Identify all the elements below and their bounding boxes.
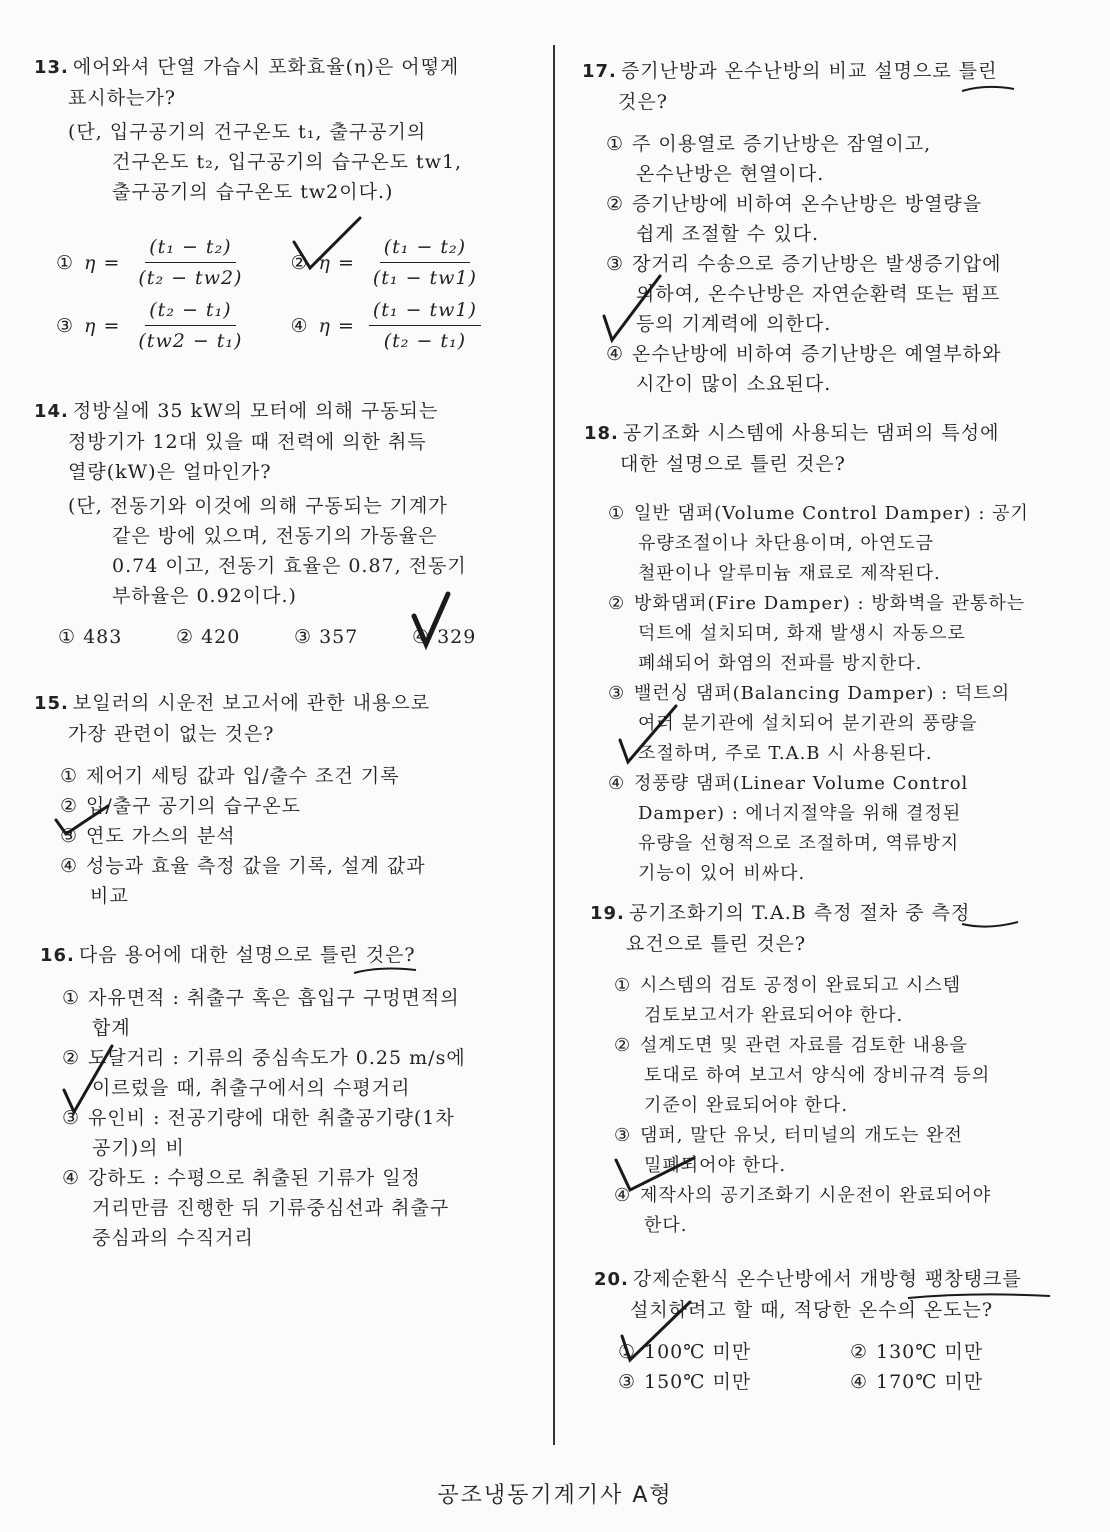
denominator: (t₁ − tw1) [372, 267, 477, 289]
column-divider [553, 45, 555, 1445]
question-stem: 공기조화 시스템에 사용되는 댐퍼의 특성에 [622, 422, 1000, 444]
question-number: 20. [594, 1269, 629, 1290]
option-number: ③ [606, 253, 625, 275]
denominator: (t₂ − tw2) [138, 267, 243, 289]
question-note: (단, 입구공기의 건구온도 t₁, 출구공기의 [68, 121, 427, 143]
option-text: 연도 가스의 분석 [86, 825, 236, 847]
option-number: ② [290, 251, 309, 274]
q16-option-1[interactable] [62, 983, 540, 1013]
question-15 [34, 688, 539, 911]
q15-option-4[interactable] [60, 851, 539, 881]
q13-option-1[interactable] [56, 232, 250, 293]
q14-option-2[interactable] [176, 622, 294, 652]
fraction [369, 295, 481, 356]
question-stem-cont: 열량(kW)은 얼마인가? [68, 461, 272, 483]
question-stem-cont: 대한 설명으로 틀린 것은? [620, 453, 846, 475]
q13-option-4[interactable] [290, 295, 484, 356]
option-text: 방화댐퍼(Fire Damper) : 방화벽을 관통하는 [634, 593, 1026, 614]
option-text-cont: 기준이 완료되어야 한다. [644, 1095, 849, 1116]
q17-option-2[interactable] [606, 189, 1102, 219]
option-number: ① [608, 503, 626, 524]
question-stem-cont: 요건으로 틀린 것은? [626, 933, 807, 955]
option-number: ② [60, 795, 79, 817]
option-number: ① [60, 765, 79, 787]
question-number: 15. [34, 693, 69, 714]
option-text: 밸런싱 댐퍼(Balancing Damper) : 덕트의 [634, 683, 1011, 704]
option-number: ④ [290, 314, 309, 337]
option-text-cont: 유량조절이나 차단용이며, 아연도금 [638, 533, 934, 554]
q15-option-1[interactable] [60, 761, 539, 791]
q17-option-4[interactable] [606, 339, 1102, 369]
q14-option-3[interactable] [294, 622, 412, 652]
option-text: 483 [83, 626, 123, 648]
question-stem-cont: 표시하는가? [68, 87, 176, 109]
option-number: ① [614, 975, 632, 996]
option-text-cont: 비교 [90, 885, 129, 907]
option-text-cont: Damper) : 에너지절약을 위해 결정된 [638, 803, 962, 824]
option-number: ③ [56, 314, 75, 337]
numerator: (t₁ − t₂) [145, 232, 235, 263]
option-number: ① [606, 133, 625, 155]
q15-option-3[interactable] [60, 821, 539, 851]
option-eta: η = [318, 314, 355, 337]
option-text: 자유면적 : 취출구 혹은 흡입구 구멍면적의 [88, 987, 460, 1009]
option-text: 유인비 : 전공기량에 대한 취출공기량(1차 [88, 1107, 455, 1129]
option-number: ③ [608, 683, 626, 704]
option-text: 제어기 세팅 값과 입/출수 조건 기록 [86, 765, 400, 787]
option-text-cont: 이르렀을 때, 취출구에서의 수평거리 [92, 1077, 411, 1099]
q20-option-2[interactable] [850, 1337, 983, 1367]
q18-option-1[interactable] [608, 499, 1104, 529]
question-18 [584, 418, 1104, 889]
question-19 [590, 898, 1105, 1241]
option-text: 420 [201, 626, 241, 648]
question-number: 19. [590, 903, 625, 924]
option-text-cont: 기능이 있어 비싸다. [638, 863, 806, 884]
question-note: 0.74 이고, 전동기 효율은 0.87, 전동기 [112, 555, 467, 577]
option-number: ② [850, 1341, 869, 1363]
option-text-cont: 쉽게 조절할 수 있다. [636, 223, 819, 245]
question-stem: 보일러의 시운전 보고서에 관한 내용으로 [72, 692, 431, 714]
option-text: 357 [319, 626, 359, 648]
question-17 [582, 56, 1102, 399]
option-number: ③ [62, 1107, 81, 1129]
question-number: 17. [582, 61, 617, 82]
question-13 [34, 52, 534, 207]
question-stem: 에어와셔 단열 가습시 포화효율(η)은 어떻게 [72, 56, 460, 78]
option-text: 장거리 수송으로 증기난방은 발생증기압에 [632, 253, 1002, 275]
option-number: ② [614, 1035, 632, 1056]
option-text-cont: 의하여, 온수난방은 자연순환력 또는 펌프 [636, 283, 1001, 305]
option-text: 170℃ 미만 [876, 1371, 984, 1393]
option-eta: η = [84, 251, 121, 274]
option-number: ③ [614, 1125, 632, 1146]
option-text-cont: 등의 기계력에 의한다. [636, 313, 832, 335]
option-text-cont: 밀폐되어야 한다. [644, 1155, 787, 1176]
numerator: (t₁ − t₂) [380, 232, 470, 263]
option-text-cont: 공기)의 비 [92, 1137, 185, 1159]
option-text: 329 [437, 626, 477, 648]
fraction [134, 232, 246, 293]
option-text: 댐퍼, 말단 유닛, 터미널의 개도는 완전 [640, 1125, 963, 1146]
question-note: 같은 방에 있으며, 전동기의 가동율은 [112, 525, 438, 547]
question-stem: 강제순환식 온수난방에서 개방형 팽창탱크를 [632, 1268, 1022, 1290]
q17-option-3[interactable] [606, 249, 1102, 279]
option-text: 온수난방에 비하여 증기난방은 예열부하와 [632, 343, 1002, 365]
option-text: 성능과 효율 측정 값을 기록, 설계 값과 [86, 855, 426, 877]
q14-options [58, 622, 528, 652]
denominator: (tw2 − t₁) [138, 330, 243, 352]
q13-option-2[interactable] [290, 232, 484, 293]
question-stem: 증기난방과 온수난방의 비교 설명으로 틀린 [620, 60, 998, 82]
option-number: ④ [412, 626, 431, 648]
q14-option-1[interactable] [58, 622, 176, 652]
q20-option-4[interactable] [850, 1367, 983, 1397]
question-number: 14. [34, 401, 69, 422]
option-text-cont: 조절하며, 주로 T.A.B 시 사용된다. [638, 743, 933, 764]
option-text-cont: 덕트에 설치되며, 화재 발생시 자동으로 [638, 623, 966, 644]
q19-option-2[interactable] [614, 1031, 1105, 1061]
question-note: 부하율은 0.92이다.) [112, 585, 297, 607]
question-note: 출구공기의 습구온도 tw2이다.) [112, 181, 394, 203]
question-stem-cont: 것은? [618, 91, 668, 113]
question-stem: 공기조화기의 T.A.B 측정 절차 중 측정 [628, 902, 971, 924]
option-number: ④ [62, 1167, 81, 1189]
option-number: ② [606, 193, 625, 215]
option-number: ② [608, 593, 626, 614]
q20-option-3[interactable] [618, 1367, 850, 1397]
option-text-cont: 시간이 많이 소요된다. [636, 373, 832, 395]
option-number: ① [58, 626, 77, 648]
option-text-cont: 유량을 선형적으로 조절하며, 역류방지 [638, 833, 960, 854]
option-text-cont: 폐쇄되어 화염의 전파를 방지한다. [638, 653, 923, 674]
q18-option-2[interactable] [608, 589, 1104, 619]
q18-option-4[interactable] [608, 769, 1104, 799]
question-number: 18. [584, 423, 619, 444]
q14-option-4[interactable] [412, 622, 522, 652]
fraction [134, 295, 246, 356]
option-text-cont: 철판이나 알루미늄 재료로 제작된다. [638, 563, 941, 584]
option-number: ③ [294, 626, 313, 648]
option-text: 증기난방에 비하여 온수난방은 방열량을 [632, 193, 983, 215]
option-text-cont: 합계 [92, 1017, 131, 1039]
option-eta: η = [84, 314, 121, 337]
q16-option-2[interactable] [62, 1043, 540, 1073]
numerator: (t₂ − t₁) [145, 295, 235, 326]
question-note: 건구온도 t₂, 입구공기의 습구온도 tw1, [112, 151, 463, 173]
option-number: ② [176, 626, 195, 648]
question-stem-cont: 정방기가 12대 있을 때 전력에 의한 취득 [68, 431, 427, 453]
q19-option-3[interactable] [614, 1121, 1105, 1151]
option-text-cont: 토대로 하여 보고서 양식에 장비규격 등의 [644, 1065, 991, 1086]
option-number: ③ [60, 825, 79, 847]
option-text: 150℃ 미만 [644, 1371, 752, 1393]
option-number: ④ [60, 855, 79, 877]
page-footer: 공조냉동기계기사 A형 [437, 1483, 673, 1508]
option-number: ② [62, 1047, 81, 1069]
option-text: 제작사의 공기조화기 시운전이 완료되어야 [640, 1185, 992, 1206]
option-text: 시스템의 검토 공정이 완료되고 시스템 [640, 975, 962, 996]
q16-option-4[interactable] [62, 1163, 540, 1193]
question-16 [40, 940, 540, 1253]
option-text-cont: 검토보고서가 완료되어야 한다. [644, 1005, 904, 1026]
q15-option-2[interactable] [60, 791, 539, 821]
option-text: 설계도면 및 관련 자료를 검토한 내용을 [640, 1035, 968, 1056]
option-text: 강하도 : 수평으로 취출된 기류가 일정 [88, 1167, 421, 1189]
option-text: 정풍량 댐퍼(Linear Volume Control [634, 773, 969, 794]
option-number: ④ [606, 343, 625, 365]
option-text-cont: 거리만큼 진행한 뒤 기류중심선과 취출구 [92, 1197, 450, 1219]
question-14 [34, 396, 539, 611]
question-stem: 다음 용어에 대한 설명으로 틀린 것은? [78, 944, 416, 966]
option-number: ① [62, 987, 81, 1009]
question-number: 13. [34, 57, 69, 78]
q18-option-3[interactable] [608, 679, 1104, 709]
option-number: ④ [614, 1185, 632, 1206]
question-note: (단, 전동기와 이것에 의해 구동되는 기계가 [68, 495, 448, 517]
option-text: 입/출구 공기의 습구온도 [86, 795, 302, 817]
q19-option-4[interactable] [614, 1181, 1105, 1211]
question-stem-cont: 설치하려고 할 때, 적당한 온수의 온도는? [630, 1299, 994, 1321]
option-text: 주 이용열로 증기난방은 잠열이고, [632, 133, 932, 155]
option-number: ④ [608, 773, 626, 794]
fraction [369, 232, 481, 293]
q17-option-1[interactable] [606, 129, 1102, 159]
option-number: ③ [618, 1371, 637, 1393]
option-text-cont: 중심과의 수직거리 [92, 1227, 254, 1249]
option-text-cont: 한다. [644, 1215, 688, 1236]
option-number: ① [618, 1341, 637, 1363]
q13-option-3[interactable] [56, 295, 250, 356]
numerator: (t₁ − tw1) [369, 295, 481, 326]
option-text-cont: 온수난방은 현열이다. [636, 163, 825, 185]
option-text-cont: 여러 분기관에 설치되어 분기관의 풍량을 [638, 713, 978, 734]
option-text: 130℃ 미만 [876, 1341, 984, 1363]
q19-option-1[interactable] [614, 971, 1105, 1001]
option-text: 도달거리 : 기류의 중심속도가 0.25 m/s에 [88, 1047, 466, 1069]
option-text: 100℃ 미만 [644, 1341, 752, 1363]
option-text: 일반 댐퍼(Volume Control Damper) : 공기 [634, 503, 1029, 524]
question-number: 16. [40, 945, 75, 966]
q13-options [56, 232, 536, 356]
denominator: (t₂ − t₁) [383, 330, 467, 352]
q16-option-3[interactable] [62, 1103, 540, 1133]
option-number: ④ [850, 1371, 869, 1393]
question-20 [594, 1264, 1104, 1397]
question-stem: 정방실에 35 kW의 모터에 의해 구동되는 [72, 400, 439, 422]
option-number: ① [56, 251, 75, 274]
option-eta: η = [318, 251, 355, 274]
question-stem-cont: 가장 관련이 없는 것은? [68, 723, 275, 745]
q20-option-1[interactable] [618, 1337, 850, 1367]
